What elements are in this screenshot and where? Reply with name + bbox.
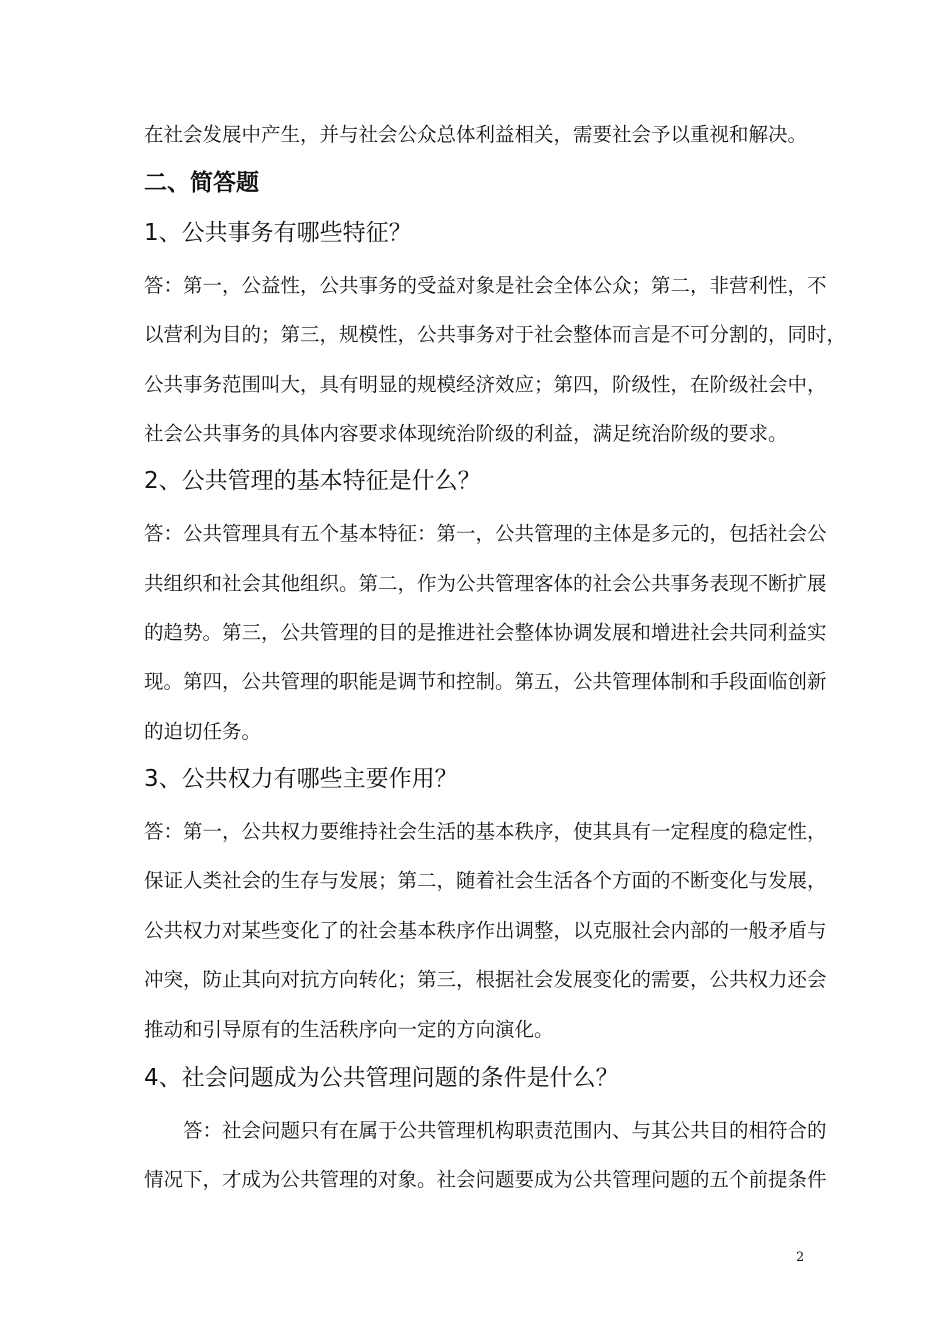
answer-3-line: 答：第一，公共权力要维持社会生活的基本秩序，使其具有一定程度的稳定性，: [144, 820, 827, 843]
question-2: 2、公共管理的基本特征是什么？: [144, 468, 481, 494]
answer-3-line: 冲突，防止其向对抗方向转化；第三，根据社会发展变化的需要，公共权力还会: [144, 968, 827, 991]
answer-3-line: 保证人类社会的生存与发展；第二，随着社会生活各个方面的不断变化与发展，: [144, 869, 827, 892]
question-3: 3、公共权力有哪些主要作用？: [144, 766, 458, 792]
question-4: 4、社会问题成为公共管理问题的条件是什么？: [144, 1065, 619, 1091]
answer-4-line: 答：社会问题只有在属于公共管理机构职责范围内、与其公共目的相符合的: [183, 1119, 827, 1142]
answer-1-line: 答：第一，公益性，公共事务的受益对象是社会全体公众；第二，非营利性，不: [144, 274, 827, 297]
answer-3-line: 推动和引导原有的生活秩序向一定的方向演化。: [144, 1018, 554, 1041]
section-heading: 二、简答题: [144, 170, 259, 196]
answer-3-line: 公共权力对某些变化了的社会基本秩序作出调整，以克服社会内部的一般矛盾与: [144, 919, 827, 942]
answer-1-line: 公共事务范围叫大，具有明显的规模经济效应；第四，阶级性，在阶级社会中，: [144, 373, 827, 396]
answer-2-line: 现。第四，公共管理的职能是调节和控制。第五，公共管理体制和手段面临创新: [144, 670, 827, 693]
intro-line: 在社会发展中产生，并与社会公众总体利益相关，需要社会予以重视和解决。: [144, 123, 808, 146]
answer-2-line: 的趋势。第三，公共管理的目的是推进社会整体协调发展和增进社会共同利益实: [144, 621, 827, 644]
answer-2-line: 的迫切任务。: [144, 720, 262, 743]
answer-1-line: 社会公共事务的具体内容要求体现统治阶级的利益，满足统治阶级的要求。: [144, 422, 788, 445]
page-number: 2: [796, 1250, 805, 1265]
question-1: 1、公共事务有哪些特征？: [144, 220, 412, 246]
answer-2-line: 共组织和社会其他组织。第二，作为公共管理客体的社会公共事务表现不断扩展: [144, 572, 827, 595]
answer-4-line: 情况下，才成为公共管理的对象。社会问题要成为公共管理问题的五个前提条件: [144, 1168, 827, 1191]
answer-2-line: 答：公共管理具有五个基本特征：第一，公共管理的主体是多元的，包括社会公: [144, 522, 827, 545]
answer-1-line: 以营利为目的；第三，规模性，公共事务对于社会整体而言是不可分割的，同时，: [144, 323, 847, 346]
